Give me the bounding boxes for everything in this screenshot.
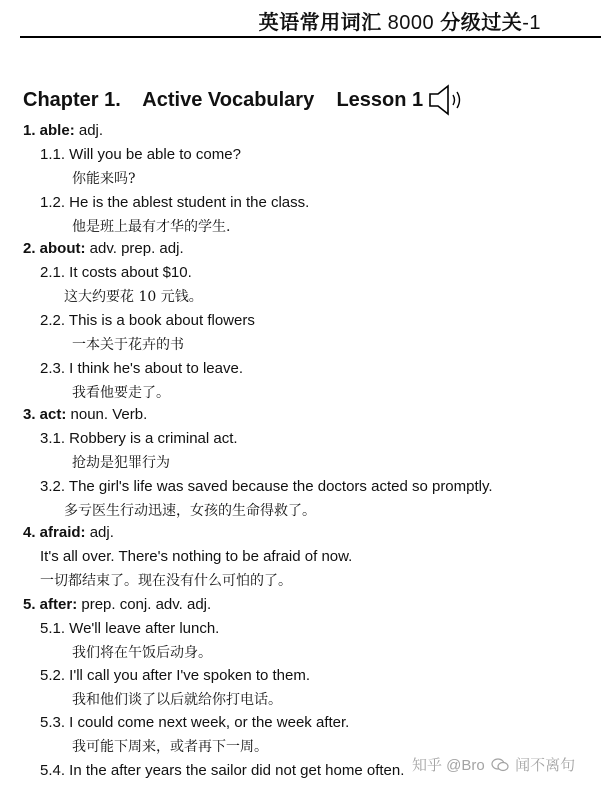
example-translation: 你能来吗? — [72, 171, 136, 187]
entry-pos: prep. conj. adv. adj. — [77, 596, 212, 613]
entry-headword-line — [23, 122, 103, 140]
example-translation: 抢劫是犯罪行为 — [72, 455, 170, 471]
header-title-zh2: 分级过关 — [440, 12, 523, 34]
example-translation: 我和他们谈了以后就给你打电话。 — [72, 692, 282, 708]
entry-pos: adj. — [74, 122, 104, 139]
example-sentence: 2.3. I think he's about to leave. — [40, 360, 243, 377]
example-sentence: 2.1. It costs about $10. — [40, 264, 192, 281]
example-sentence: 1.2. He is the ablest student in the class. — [40, 194, 310, 211]
entry-headword: 4. afraid: — [23, 524, 86, 541]
header-divider — [20, 36, 601, 38]
example-translation: 多亏医生行动迅速，女孩的生命得救了。 — [64, 503, 316, 519]
watermark-site: 知乎 @Bro — [412, 757, 485, 774]
entry-headword: 3. act: — [23, 406, 67, 423]
entry-headword-line — [23, 406, 147, 424]
entry-pos: adv. prep. adj. — [85, 240, 184, 257]
example-translation: 我看他要走了。 — [72, 385, 170, 401]
example-sentence: 5.3. I could come next week, or the week after. — [40, 714, 350, 731]
header-title-zh: 英语常用词汇 — [258, 12, 382, 34]
example-sentence: 3.1. Robbery is a criminal act. — [40, 430, 238, 447]
entry-headword-line — [23, 240, 184, 258]
example-translation: 这大约要花 10 元钱。 — [64, 289, 203, 305]
entry-pos: noun. Verb. — [66, 406, 148, 423]
example-translation: 一本关于花卉的书 — [72, 337, 184, 353]
header-title-num: 8000 — [387, 12, 435, 34]
example-sentence: It's all over. There's nothing to be afraid of now. — [40, 548, 353, 565]
watermark — [412, 754, 575, 775]
entry-headword: 2. about: — [23, 240, 86, 257]
example-sentence: 1.1. Will you be able to come? — [40, 146, 241, 163]
watermark-account: 闻不离句 — [515, 757, 576, 774]
example-sentence: 5.1. We'll leave after lunch. — [40, 620, 220, 637]
header-title-suffix: -1 — [522, 12, 541, 34]
example-translation: 我可能下周来，或者再下一周。 — [72, 739, 268, 755]
example-sentence: 3.2. The girl's life was saved because the doctors acted so promptly. — [40, 478, 493, 495]
wechat-icon — [491, 758, 509, 772]
example-translation: 我们将在午饭后动身。 — [72, 645, 212, 661]
example-translation: 他是班上最有才华的学生. — [72, 219, 231, 235]
entry-headword-line — [23, 524, 114, 542]
entry-headword: 1. able: — [23, 122, 75, 139]
chapter-heading — [23, 84, 467, 116]
example-translation: 一切都结束了。现在没有什么可怕的了。 — [40, 573, 292, 589]
chapter-title: Chapter 1. Active Vocabulary Lesson 1 — [23, 88, 424, 111]
entry-headword-line — [23, 596, 211, 614]
entry-headword: 5. after: — [23, 596, 78, 613]
entry-pos: adj. — [85, 524, 114, 541]
speaker-icon[interactable] — [427, 84, 467, 116]
example-sentence: 2.2. This is a book about flowers — [40, 312, 255, 329]
example-sentence: 5.4. In the after years the sailor did not get home often. — [40, 762, 405, 779]
header-title — [259, 6, 541, 35]
example-sentence: 5.2. I'll call you after I've spoken to them. — [40, 667, 311, 684]
